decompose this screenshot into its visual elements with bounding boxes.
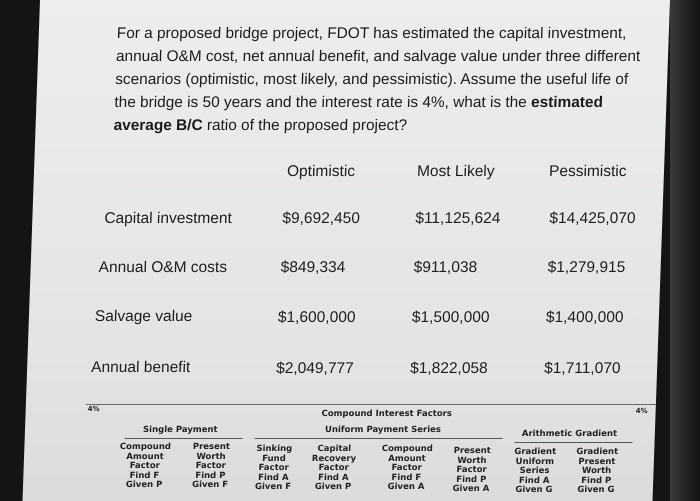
factor-table-title: Compound Interest Factors [321,409,453,419]
question-line-2: annual O&M cost, net annual benefit, and salvage value under three different [115,48,641,65]
column-header-optimistic: Optimistic [286,163,356,180]
factor-col-text: Compound [381,444,434,454]
factor-col-text: Sinking [256,444,293,454]
factor-col-text: Given G [515,485,553,495]
factor-col-text: Recovery [311,453,357,464]
factor-col-compound-amount [118,443,172,491]
table-cell: $1,279,915 [547,259,626,276]
factor-col-text: Present [453,446,491,456]
factor-col-text: Capital [317,444,352,454]
factor-col-text: Compound [119,442,172,452]
factor-col-text: Gradient [514,447,557,457]
factor-col-text: Present [578,456,616,467]
factor-col-text: Present [192,442,231,452]
table-top-rule [86,404,656,405]
interest-rate-right: 4% [635,407,648,415]
factor-col-text: Gradient [576,447,619,457]
factor-col-text: Find P [195,470,226,481]
factor-col-text: Factor [129,461,160,471]
factor-col-present-worth-series [447,447,497,495]
column-header-pessimistic: Pessimistic [548,163,627,180]
group-header-uniform-series: Uniform Payment Series [324,425,442,435]
table-cell: $911,038 [413,259,478,276]
factor-col-text: Worth [581,466,612,476]
interest-rate-left: 4% [87,405,100,413]
factor-col-text: Uniform [515,456,555,467]
group-header-arithmetic-gradient: Arithmetic Gradient [521,429,618,439]
factor-col-text: Find A [257,472,289,483]
table-cell: $14,425,070 [549,210,636,227]
background-edge [670,0,700,501]
question-line-1: For a proposed bridge project, FDOT has estimated the capital investment, [116,25,627,42]
factor-col-text: Series [519,466,550,476]
factor-col-text: Find F [391,472,422,483]
factor-col-text: Factor [258,463,289,473]
factor-col-text: Factor [391,463,422,473]
factor-col-text: Find A [518,475,550,486]
row-label-salvage-value: Salvage value [94,308,193,325]
factor-col-text: Factor [195,461,226,471]
factor-col-text: Given P [314,482,352,492]
factor-col-text: Given F [254,482,292,492]
factor-col-text: Find A [317,472,349,483]
table-cell: $1,711,070 [543,360,621,377]
group-rule-uniform [255,438,503,439]
column-header-most-likely: Most Likely [416,163,495,180]
factor-col-gradient-present [571,448,623,496]
group-rule-gradient [515,442,633,443]
factor-col-text: Given F [191,480,229,490]
factor-col-text: Amount [126,451,164,462]
factor-col-text: Worth [457,455,487,466]
factor-col-text: Fund [262,453,286,464]
factor-col-text: Factor [456,465,487,475]
factor-col-text: Given P [125,480,163,490]
table-cell: $9,692,450 [282,210,361,227]
group-rule-single [125,438,243,439]
factor-col-text: Given A [452,484,490,494]
question-emphasis-1: estimated [530,94,604,111]
question-line-3: scenarios (optimistic, most likely, and pessimistic). Assume the useful life of [114,71,629,88]
row-label-capital-investment: Capital investment [104,210,233,227]
table-cell: $1,400,000 [545,309,624,326]
factor-col-text: Find F [129,470,160,481]
row-label-annual-benefit: Annual benefit [90,359,191,376]
factor-col-capital-recovery [307,445,361,493]
factor-col-text: Given A [387,482,425,492]
table-cell: $1,600,000 [277,309,356,326]
factor-col-text: Worth [196,451,226,462]
row-label-annual-om-costs: Annual O&M costs [98,259,228,276]
factor-col-text: Factor [318,463,349,473]
group-header-single-payment: Single Payment [142,425,218,435]
factor-col-text: Given G [577,485,615,495]
factor-col-text: Find P [456,474,487,485]
table-cell: $2,049,777 [275,360,355,377]
question-emphasis-2: average B/C [113,117,203,134]
question-line-5: ratio of the proposed project? [202,117,408,134]
table-cell: $1,500,000 [411,309,490,326]
factor-col-text: Amount [388,453,426,464]
question-line-4: the bridge is 50 years and the interest rate is 4%, what is the [114,94,532,111]
document-page [23,0,670,501]
question-text [113,22,700,137]
factor-col-compound-amount-series [378,445,436,493]
table-cell: $849,334 [280,259,346,276]
table-cell: $1,822,058 [409,360,489,377]
table-cell: $11,125,624 [415,210,501,227]
factor-col-gradient-uniform [509,448,561,496]
factor-col-text: Find P [581,475,612,486]
factor-col-sinking-fund [249,445,299,493]
factor-col-present-worth [186,443,236,491]
